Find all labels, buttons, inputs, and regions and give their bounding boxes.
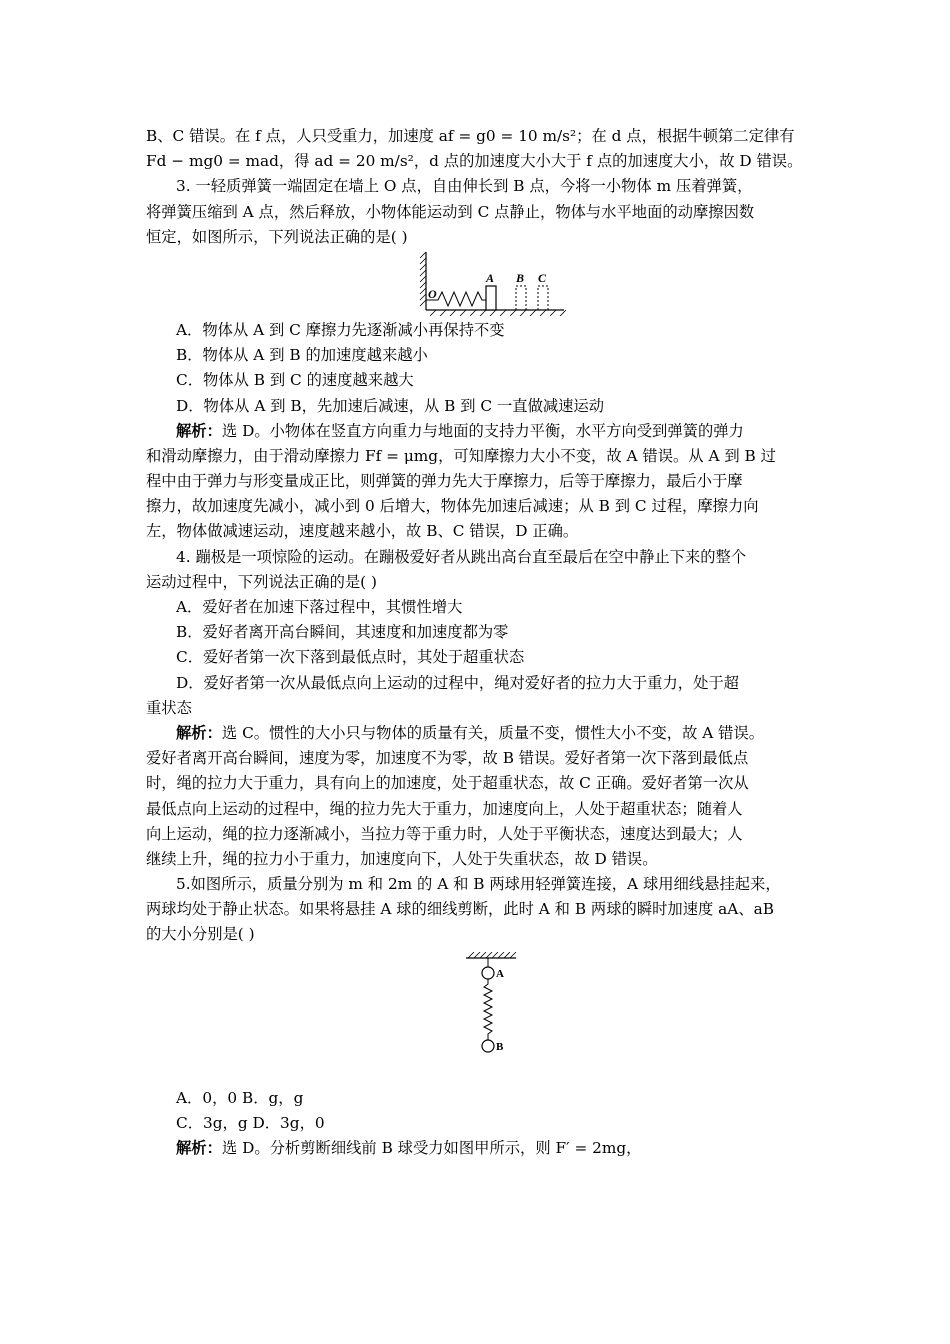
- option-a: A．物体从 A 到 C 摩擦力先逐渐减小再保持不变: [176, 320, 505, 339]
- label-a: A: [496, 967, 504, 980]
- option-c: C．爱好者第一次下落到最低点时，其处于超重状态: [176, 648, 525, 667]
- label-a: A: [486, 270, 495, 285]
- block-b-dashed: [516, 286, 526, 310]
- analysis-line: 爱好者离开高台瞬间，速度为零，加速度不为零，故 B 错误。爱好者第一次下落到最低点: [146, 749, 749, 768]
- document-page: [146, 124, 810, 1161]
- option-b: B．物体从 A 到 B 的加速度越来越小: [176, 346, 428, 365]
- question-5-text: 的大小分别是( ): [146, 925, 255, 944]
- question-3-text: 3. 一轻质弹簧一端固定在墙上 O 点，自由伸长到 B 点，今将一小物体 m 压着弹簧，: [176, 177, 753, 196]
- block-a: [486, 286, 496, 310]
- option-a: A．爱好者在加速下落过程中，其惯性增大: [176, 598, 463, 616]
- ball-b: [482, 1040, 494, 1052]
- spring: [484, 979, 492, 1040]
- analysis-line: 擦力，故加速度先减小，减小到 0 后增大，物体先加速后减速；从 B 到 C 过程，摩擦力向: [146, 497, 759, 516]
- analysis-label: 解析：: [176, 723, 222, 742]
- analysis-line: 解析：选 D。小物体在竖直方向重力与地面的支持力平衡，水平方向受到弹簧的弹力: [176, 421, 744, 440]
- block-c-dashed: [538, 286, 548, 310]
- question-3-text: 将弹簧压缩到 A 点，然后释放，小物体能运动到 C 点静止，物体与水平地面的动摩擦因数: [146, 202, 755, 221]
- analysis-line: 解析：选 D。分析剪断细线前 B 球受力如图甲所示，则 F′ = 2mg，: [176, 1139, 642, 1157]
- option-c: C．物体从 B 到 C 的速度越来越大: [176, 371, 414, 390]
- text-line: Fd − mg0 = mad，得 ad = 20 m/s²，d 点的加速度大小大于 f 点的加速度大小，故 D 错误。: [146, 152, 803, 171]
- spring-block-diagram: [416, 250, 566, 316]
- hanging-balls-figure: [146, 948, 810, 1086]
- spring-balls-diagram: [464, 952, 524, 1082]
- label-c: C: [538, 270, 547, 285]
- analysis-line: 和滑动摩擦力，由于滑动摩擦力 Ff = μmg，可知摩擦力大小不变，故 A 错误。从 A 到 B 过: [146, 446, 776, 465]
- option-d-cont: 重状态: [146, 698, 192, 717]
- option-b: B．爱好者离开高台瞬间，其速度和加速度都为零: [176, 623, 509, 642]
- question-5-text: 两球均处于静止状态。如果将悬挂 A 球的细线剪断，此时 A 和 B 两球的瞬时加速度 aA、aB: [146, 900, 774, 919]
- analysis-label: 解析：: [176, 421, 222, 440]
- spring-wall-figure: [146, 250, 810, 318]
- label-b: B: [516, 270, 525, 285]
- analysis-line: 向上运动，绳的拉力逐渐减小，当拉力等于重力时，人处于平衡状态，速度达到最大；人: [146, 824, 743, 843]
- analysis-line: 继续上升，绳的拉力小于重力，加速度向下，人处于失重状态，故 D 错误。: [146, 849, 658, 868]
- question-3-text: 恒定，如图所示，下列说法正确的是( ): [146, 227, 408, 246]
- option-ab: A．0，0 B．g，g: [176, 1088, 304, 1107]
- question-4-text: 4. 蹦极是一项惊险的运动。在蹦极爱好者从跳出高台直至最后在空中静止下来的整个: [176, 547, 747, 566]
- option-d: D．爱好者第一次从最低点向上运动的过程中，绳对爱好者的拉力大于重力，处于超: [176, 673, 739, 692]
- analysis-line: 最低点向上运动的过程中，绳的拉力先大于重力，加速度向上，人处于超重状态；随着人: [146, 799, 743, 818]
- text-line: B、C 错误。在 f 点，人只受重力，加速度 af = g0 = 10 m/s²；在 d 点，根据牛顿第二定律有: [146, 127, 795, 145]
- label-o: O: [428, 286, 437, 301]
- question-4-text: 运动过程中，下列说法正确的是( ): [146, 572, 377, 591]
- question-5-text: 5.如图所示，质量分别为 m 和 2m 的 A 和 B 两球用轻弹簧连接，A 球用细线悬挂起来，: [176, 875, 781, 894]
- option-cd: C．3g，g D．3g，0: [176, 1113, 325, 1132]
- analysis-label: 解析：: [176, 1139, 222, 1157]
- analysis-line: 程中由于弹力与形变量成正比，则弹簧的弹力先大于摩擦力，后等于摩擦力，最后小于摩: [146, 472, 743, 491]
- analysis-line: 时，绳的拉力大于重力，具有向上的加速度，处于超重状态，故 C 正确。爱好者第一次从: [146, 774, 749, 793]
- ball-a: [482, 967, 494, 979]
- option-d: D．物体从 A 到 B，先加速后减速，从 B 到 C 一直做减速运动: [176, 396, 605, 415]
- analysis-line: 左，物体做减速运动，速度越来越小，故 B、C 错误，D 正确。: [146, 522, 579, 541]
- analysis-line: 解析：选 C。惯性的大小只与物体的质量有关，质量不变，惯性大小不变，故 A 错误。: [176, 723, 765, 742]
- label-b: B: [496, 1040, 504, 1053]
